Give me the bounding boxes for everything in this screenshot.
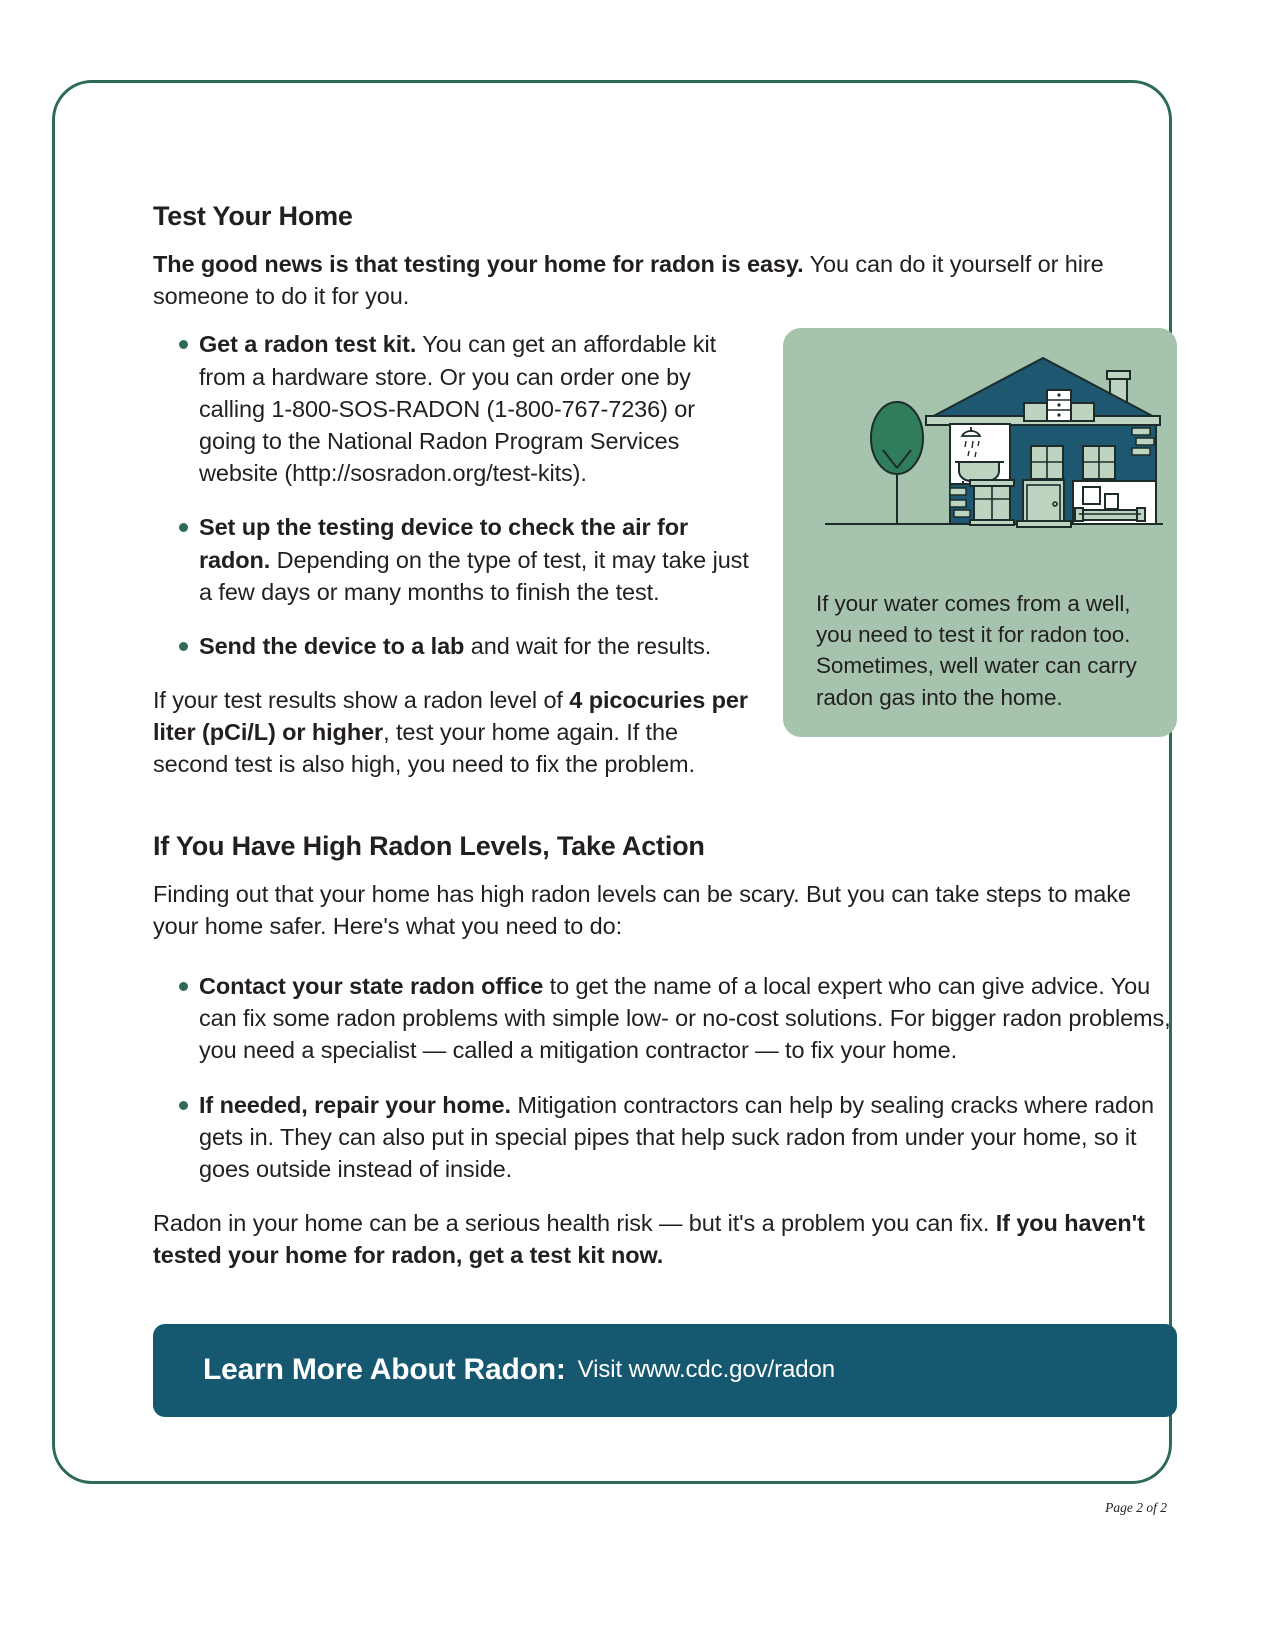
page-content — [153, 201, 1177, 1417]
bullet-lead-text: If needed, repair your home. — [199, 1091, 511, 1118]
closing-bold-text: 4 picocuries per liter (pCi/L) or higher — [153, 687, 748, 746]
section-heading-take-action: If You Have High Radon Levels, Take Action — [153, 830, 705, 861]
bullet-lead-text: Set up the testing device to check the air for radon. — [199, 514, 689, 573]
test-your-home-bullet-list — [153, 328, 758, 662]
list-item — [153, 328, 758, 489]
learn-more-banner[interactable] — [153, 1324, 1177, 1417]
bullet-lead-text: Get a radon test kit. — [199, 331, 417, 358]
list-item — [153, 630, 758, 662]
section2-closing-paragraph — [153, 1207, 1177, 1271]
two-column-region — [153, 328, 1177, 780]
closing-text-part1: If your test results show a radon level of — [153, 687, 570, 714]
bullet-body-text: You can get an affordable kit from a hardware store. Or you can order one by calling 1-800-SOS-RADON (1-800-767-7236) or going to the National Radon Program Services website (http://sosradon.org/test-kits). — [199, 331, 716, 487]
section-heading-test-your-home: Test Your Home — [153, 201, 353, 231]
bullet-lead-text: Send the device to a lab — [199, 632, 465, 659]
page-footer: Page 2 of 2 — [1105, 1500, 1167, 1515]
take-action-bullet-list — [153, 970, 1177, 1185]
closing-text-part1: Radon in your home can be a serious health risk — but it's a problem you can fix. — [153, 1210, 996, 1237]
illustration-card — [783, 328, 1177, 736]
section1-closing-paragraph — [153, 684, 758, 781]
list-item — [153, 1089, 1177, 1186]
intro-bold-text: The good news is that testing your home for radon is easy. — [153, 251, 804, 277]
cta-title: Learn More About Radon: — [203, 1353, 566, 1386]
list-item — [153, 970, 1177, 1067]
closing-bold-text: If you haven't tested your home for radon, get a test kit now. — [153, 1210, 1145, 1269]
list-item — [153, 511, 758, 608]
left-column — [153, 328, 758, 780]
bullet-lead-text: Contact your state radon office — [199, 973, 544, 999]
cta-subtitle[interactable]: Visit www.cdc.gov/radon — [577, 1356, 835, 1383]
intro-paragraph — [153, 248, 1177, 312]
bullet-body-text: to get the name of a local expert who can give advice. You can fix some radon problems with simple low- or no-cost solutions. For bigger radon problems, you need a specialist — called a mitigation contractor — to fix your home. — [199, 973, 1171, 1064]
house-cutaway-illustration — [783, 328, 1177, 580]
page-border-frame — [52, 80, 1172, 1484]
section2-intro-paragraph: Finding out that your home has high radon levels can be scary. But you can take steps to make your home safer. Here's what you need to do: — [153, 880, 1131, 939]
bullet-body-text: and wait for the results. — [464, 632, 712, 659]
closing-text-part2: , test your home again. If the second test is also high, you need to fix the problem. — [153, 719, 695, 778]
bullet-body-text: Depending on the type of test, it may take just a few days or many months to finish the test. — [199, 546, 749, 605]
bullet-body-text: Mitigation contractors can help by sealing cracks where radon gets in. They can also put in special pipes that help suck radon from under your home, so it goes outside instead of inside. — [199, 1091, 1154, 1182]
intro-rest-text: You can do it yourself or hire someone to do it for you. — [153, 251, 1104, 310]
illustration-caption: If your water comes from a well, you need to test it for radon too. Sometimes, well water can carry radon gas into the home. — [816, 591, 1137, 710]
